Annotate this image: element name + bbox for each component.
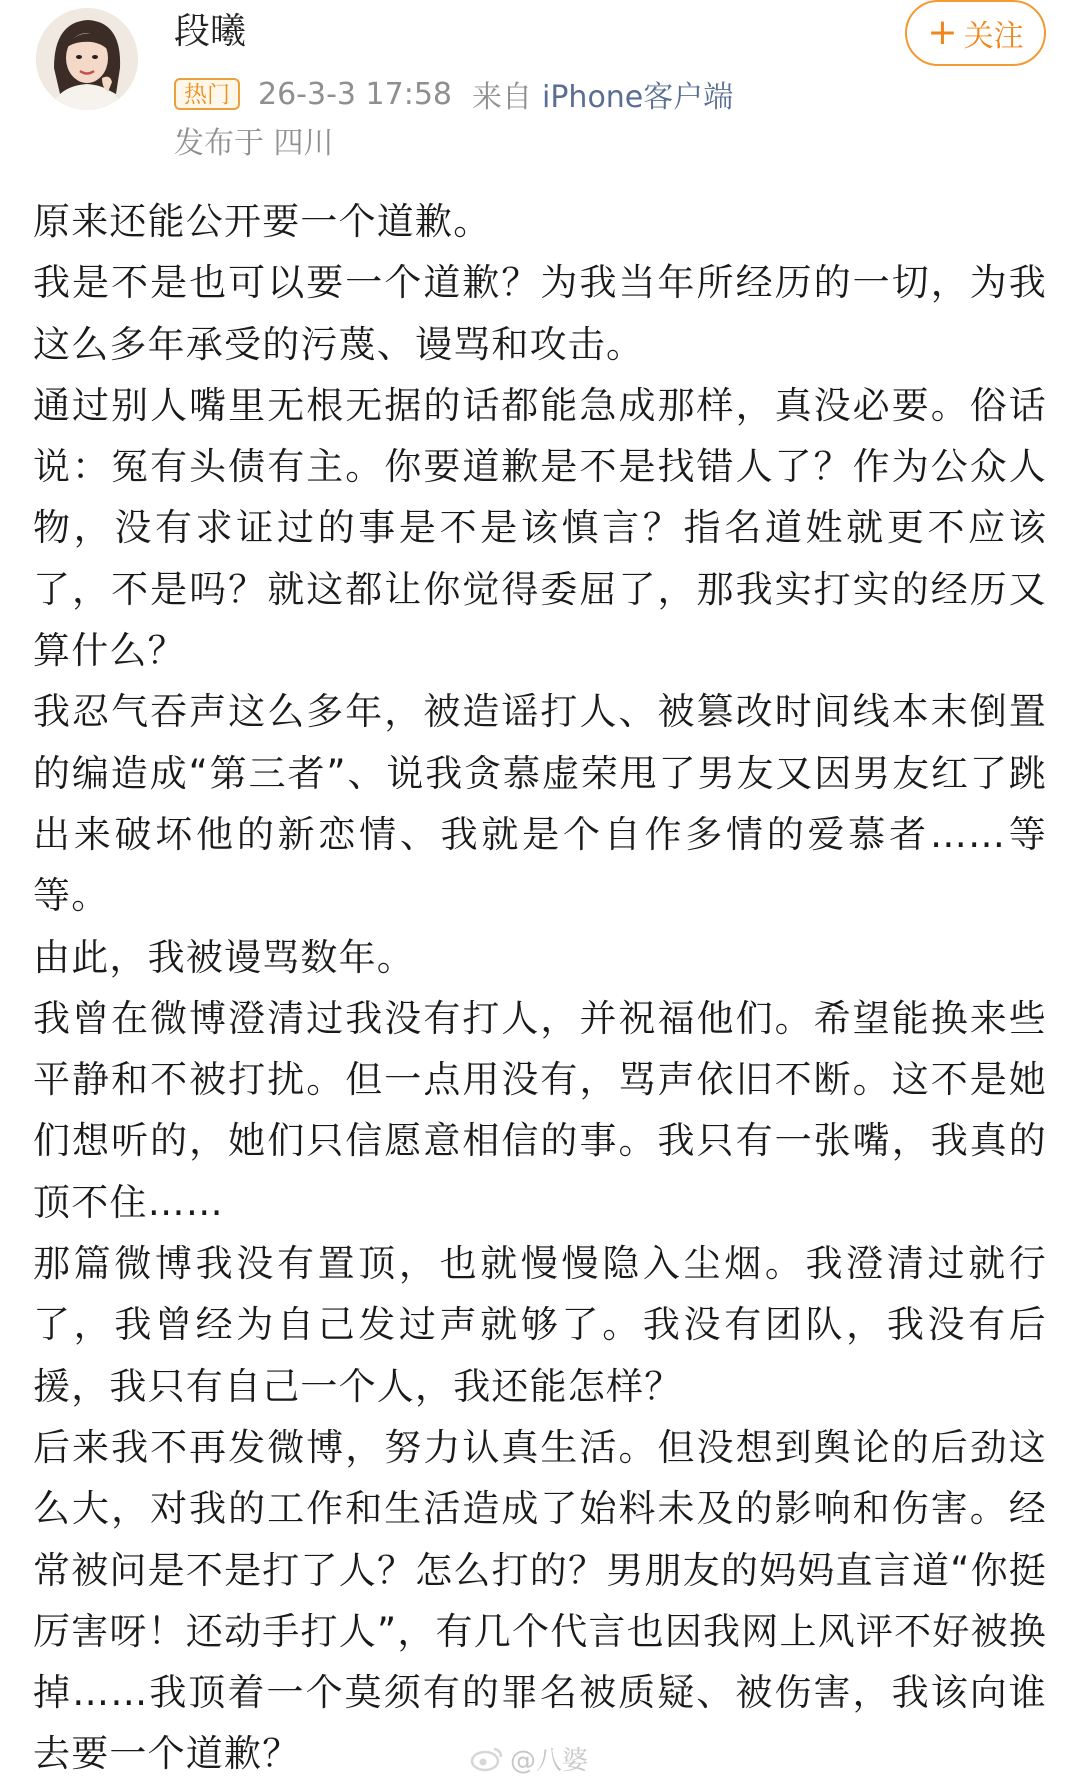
avatar[interactable] — [36, 8, 138, 110]
hot-badge: 热门 — [174, 78, 240, 110]
author-name[interactable]: 段曦 — [174, 11, 247, 52]
post-header — [0, 0, 1080, 180]
paragraph: 原来还能公开要一个道歉。 — [33, 200, 492, 243]
paragraph: 那篇微博我没有置顶，也就慢慢隐入尘烟。我澄清过就行了，我曾经为自己发过声就够了。我没有团队，我没有后援，我只有自己一个人，我还能怎样？ — [33, 1242, 1047, 1408]
follow-button[interactable] — [905, 0, 1046, 66]
watermark-text: @八婆 — [510, 1745, 589, 1776]
weibo-logo-icon — [470, 1744, 504, 1772]
avatar-image — [36, 8, 138, 110]
paragraph: 由此，我被谩骂数年。 — [33, 935, 415, 979]
post-time: 26-3-3 17:58 — [258, 76, 452, 112]
paragraph: 我曾在微博澄清过我没有打人，并祝福他们。希望能换来些平静和不被打扰。但一点用没有，骂声依旧不断。这不是她们想听的，她们只信愿意相信的事。我只有一张嘴，我真的顶不住…… — [33, 996, 1047, 1224]
paragraph: 后来我不再发微博，努力认真生活。但没想到舆论的后劲这么大，对我的工作和生活造成了始料未及的影响和伤害。经常被问是不是打了人？怎么打的？男朋友的妈妈直言道“你挺厉害呀！还动手打人”，有几个代言也因我网上风评不好被换掉……我顶着一个莫须有的罪名被质疑、被伤害，我该向谁去要一个道歉？ — [33, 1425, 1047, 1776]
source-prefix: 来自 — [472, 80, 532, 115]
paragraph: 通过别人嘴里无根无据的话都能急成那样，真没必要。俗话说：冤有头债有主。你要道歉是不是找错人了？作为公众人物，没有求证过的事是不是该慎言？指名道姓就更不应该了，不是吗？就这都让你觉得委屈了，那我实打实的经历又算什么？ — [33, 383, 1047, 673]
follow-label: 关注 — [963, 19, 1024, 54]
source-link[interactable]: iPhone客户端 — [542, 80, 734, 115]
post-location: 发布于 四川 — [174, 126, 334, 161]
watermark — [470, 1733, 588, 1783]
post-content — [33, 191, 1047, 1785]
paragraph: 我忍气吞声这么多年，被造谣打人、被篡改时间线本末倒置的编造成“第三者”、说我贪慕虚荣甩了男友又因男友红了跳出来破坏他的新恋情、我就是个自作多情的爱慕者……等等。 — [33, 690, 1047, 918]
plus-icon: + — [927, 12, 958, 53]
post-meta — [174, 74, 733, 114]
paragraph: 我是不是也可以要一个道歉？为我当年所经历的一切，为我这么多年承受的污蔑、谩骂和攻击。 — [33, 261, 1047, 366]
